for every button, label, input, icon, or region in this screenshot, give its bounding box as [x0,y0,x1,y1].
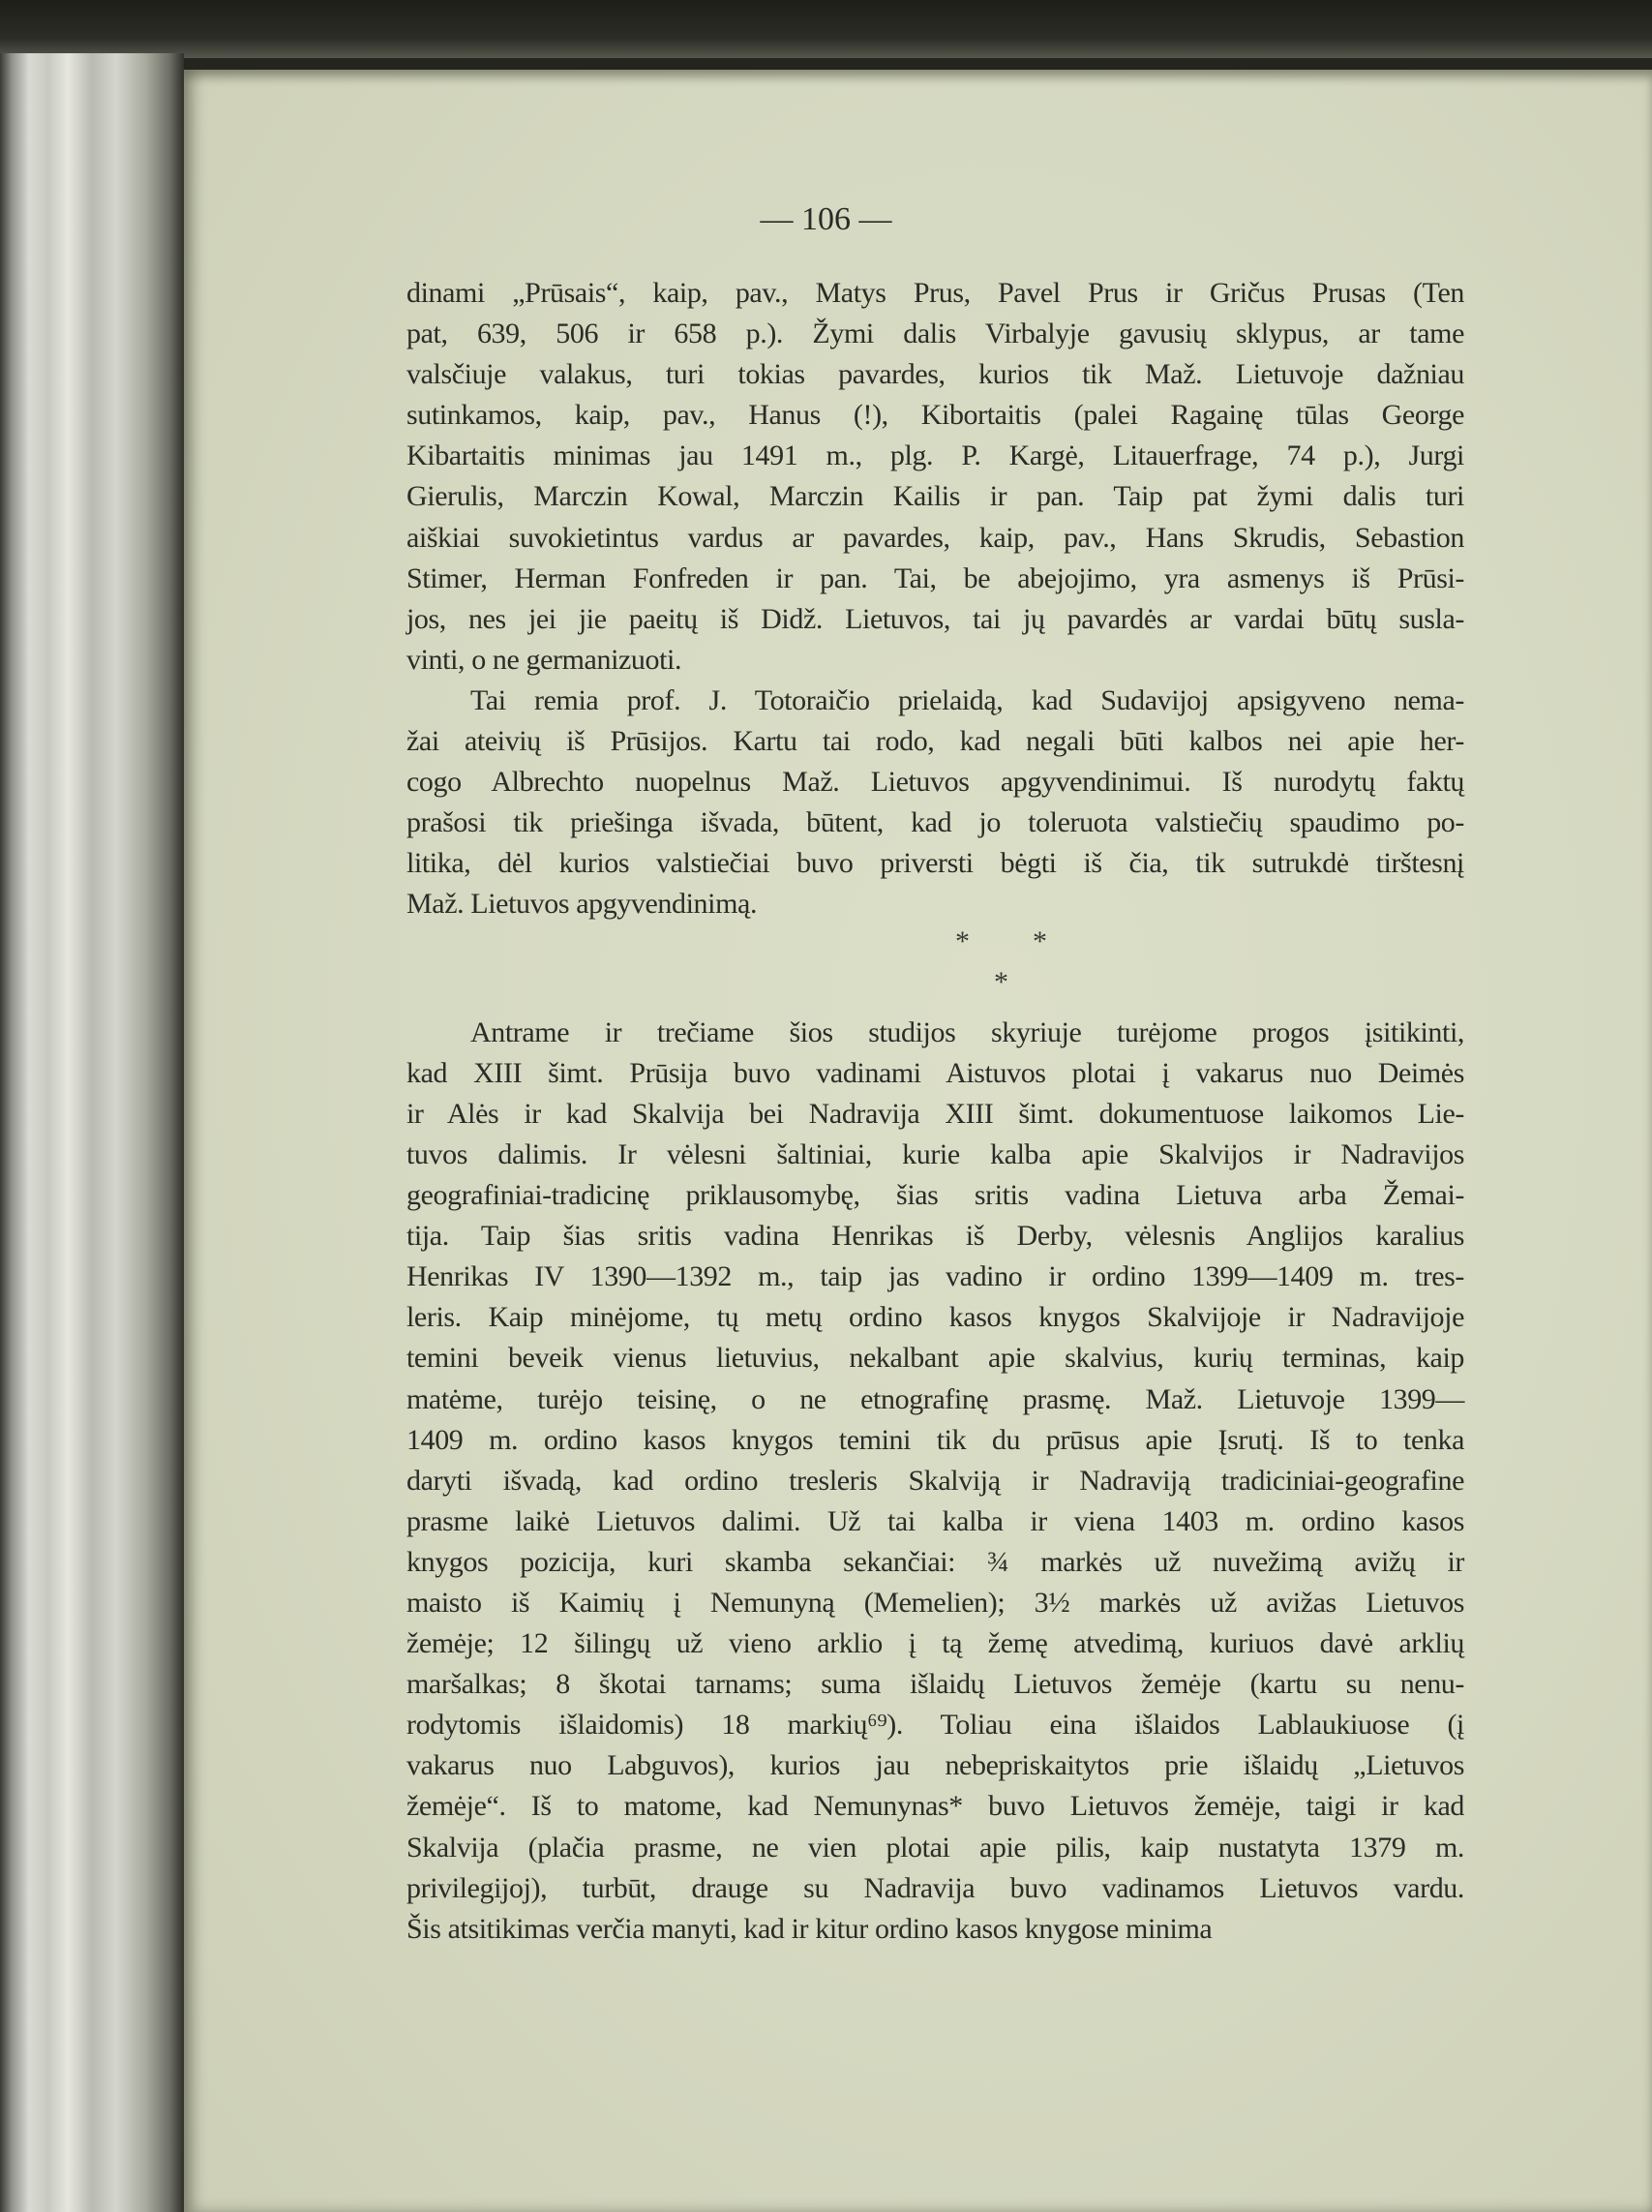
text-line: maršalkas; 8 škotai tarnams; suma išlaidų Lietuvos žemėje (kartu su nenu- [406,1668,1464,1701]
paragraph-1 [406,273,1464,681]
page-number: — 106 — [760,201,892,237]
text-line: Maž. Lietuvos apgyvendinimą. [406,888,758,921]
section-break [406,925,1464,1007]
page-text [406,273,1464,1950]
text-line: prašosi tik priešinga išvada, būtent, kad jo toleruota valstiečių spaudimo po- [406,806,1464,839]
text-line: pat, 639, 506 ir 658 p.). Žymi dalis Virbalyje gavusių sklypus, ar tame [406,318,1464,350]
paragraph-3 [406,1013,1464,1950]
text-line: geografiniai-tradicinę priklausomybę, šias sritis vadina Lietuva arba Žemai- [406,1179,1464,1212]
text-line: privilegijoj), turbūt, drauge su Nadravija buvo vadinamos Lietuvos vardu. [406,1871,1464,1904]
text-line: tuvos dalimis. Ir vėlesni šaltiniai, kurie kalba apie Skalvijos ir Nadravijos [406,1137,1464,1170]
text-line: litika, dėl kurios valstiečiai buvo priversti bėgti iš čia, tik sutrukdė tirštesnį [406,847,1464,880]
text-line: temini beveik vienus lietuvius, nekalbant apie skalvius, kurių terminas, kaip [406,1342,1464,1375]
text-line: žai ateivių iš Prūsijos. Kartu tai rodo, kad negali būti kalbos nei apie her- [406,725,1464,758]
text-line: maisto iš Kaimių į Nemunyną (Memelien); 3½ markės už avižas Lietuvos [406,1587,1464,1619]
paragraph-2 [406,681,1464,925]
text-line: Skalvija (plačia prasme, ne vien plotai apie pilis, kaip nustatyta 1379 m. [406,1831,1464,1864]
text-line: Gierulis, Marczin Kowal, Marczin Kailis ir pan. Taip pat žymi dalis turi [406,480,1464,513]
text-line: valsčiuje valakus, turi tokias pavardes, kurios tik Maž. Lietuvoje dažniau [406,358,1464,391]
text-line: vakarus nuo Labguvos), kurios jau nebepriskaitytos prie išlaidų „Lietuvos [406,1749,1464,1782]
text-line: leris. Kaip minėjome, tų metų ordino kasos knygos Skalvijoje ir Nadravijoje [406,1301,1464,1334]
text-line: Kibartaitis minimas jau 1491 m., plg. P. Kargė, Litauerfrage, 74 p.), Jurgi [406,439,1464,472]
scan-top-edge [0,0,1652,58]
text-line: sutinkamos, kaip, pav., Hanus (!), Kibortaitis (palei Ragainę tūlas George [406,399,1464,432]
text-line: rodytomis išlaidomis) 18 markių⁶⁹). Toliau eina išlaidos Lablaukiuose (į [406,1709,1464,1742]
text-line: Antrame ir trečiame šios studijos skyriuje turėjome progos įsitikinti, [470,1015,1464,1048]
text-line: žemėje“. Iš to matome, kad Nemunynas* buvo Lietuvos žemėje, taigi ir kad [406,1790,1464,1823]
asterisk: * [1033,924,1047,957]
asterisk: * [994,965,1008,998]
text-line: kad XIII šimt. Prūsija buvo vadinami Aistuvos plotai į vakarus nuo Deimės [406,1056,1464,1089]
text-line: dinami „Prūsais“, kaip, pav., Matys Prus, Pavel Prus ir Gričus Prusas (Ten [406,277,1464,309]
text-line: žemėje; 12 šilingų už vieno arklio į tą žemę atvedimą, kuriuos davė arklių [406,1627,1464,1660]
book-binding-edge [0,53,184,2212]
text-line: daryti išvadą, kad ordino tresleris Skalviją ir Nadraviją tradiciniai-geografine [406,1464,1464,1497]
asterisk: * [955,924,970,957]
text-line: matėme, turėjo teisinę, o ne etnografinę prasmę. Maž. Lietuvoje 1399— [406,1382,1464,1415]
text-line: Henrikas IV 1390—1392 m., taip jas vadino ir ordino 1399—1409 m. tres- [406,1260,1464,1293]
text-line: vinti, o ne germanizuoti. [406,643,682,676]
text-line: knygos pozicija, kuri skamba sekančiai: ¾ markės už nuvežimą avižų ir [406,1545,1464,1578]
text-line: Tai remia prof. J. Totoraičio prielaidą, kad Sudavijoj apsigyveno nema- [470,683,1464,716]
text-line: jos, nes jei jie paeitų iš Didž. Lietuvos, tai jų pavardės ar vardai būtų susla- [406,602,1464,635]
text-line: tija. Taip šias sritis vadina Henrikas iš Derby, vėlesnis Anglijos karalius [406,1220,1464,1253]
text-line: Stimer, Herman Fonfreden ir pan. Tai, be abejojimo, yra asmenys iš Prūsi- [406,561,1464,594]
text-line: prasme laikė Lietuvos dalimi. Už tai kalba ir viena 1403 m. ordino kasos [406,1504,1464,1537]
text-line: ir Alės ir kad Skalvija bei Nadravija XIII šimt. dokumentuose laikomos Lie- [406,1097,1464,1130]
text-line: Šis atsitikimas verčia manyti, kad ir kitur ordino kasos knygose minima [406,1912,1213,1945]
text-line: aiškiai suvokietintus vardus ar pavardes, kaip, pav., Hans Skrudis, Sebastion [406,521,1464,554]
text-line: cogo Albrechto nuopelnus Maž. Lietuvos apgyvendinimui. Iš nurodytų faktų [406,766,1464,799]
text-line: 1409 m. ordino kasos knygos temini tik du prūsus apie Įsrutį. Iš to tenka [406,1423,1464,1456]
